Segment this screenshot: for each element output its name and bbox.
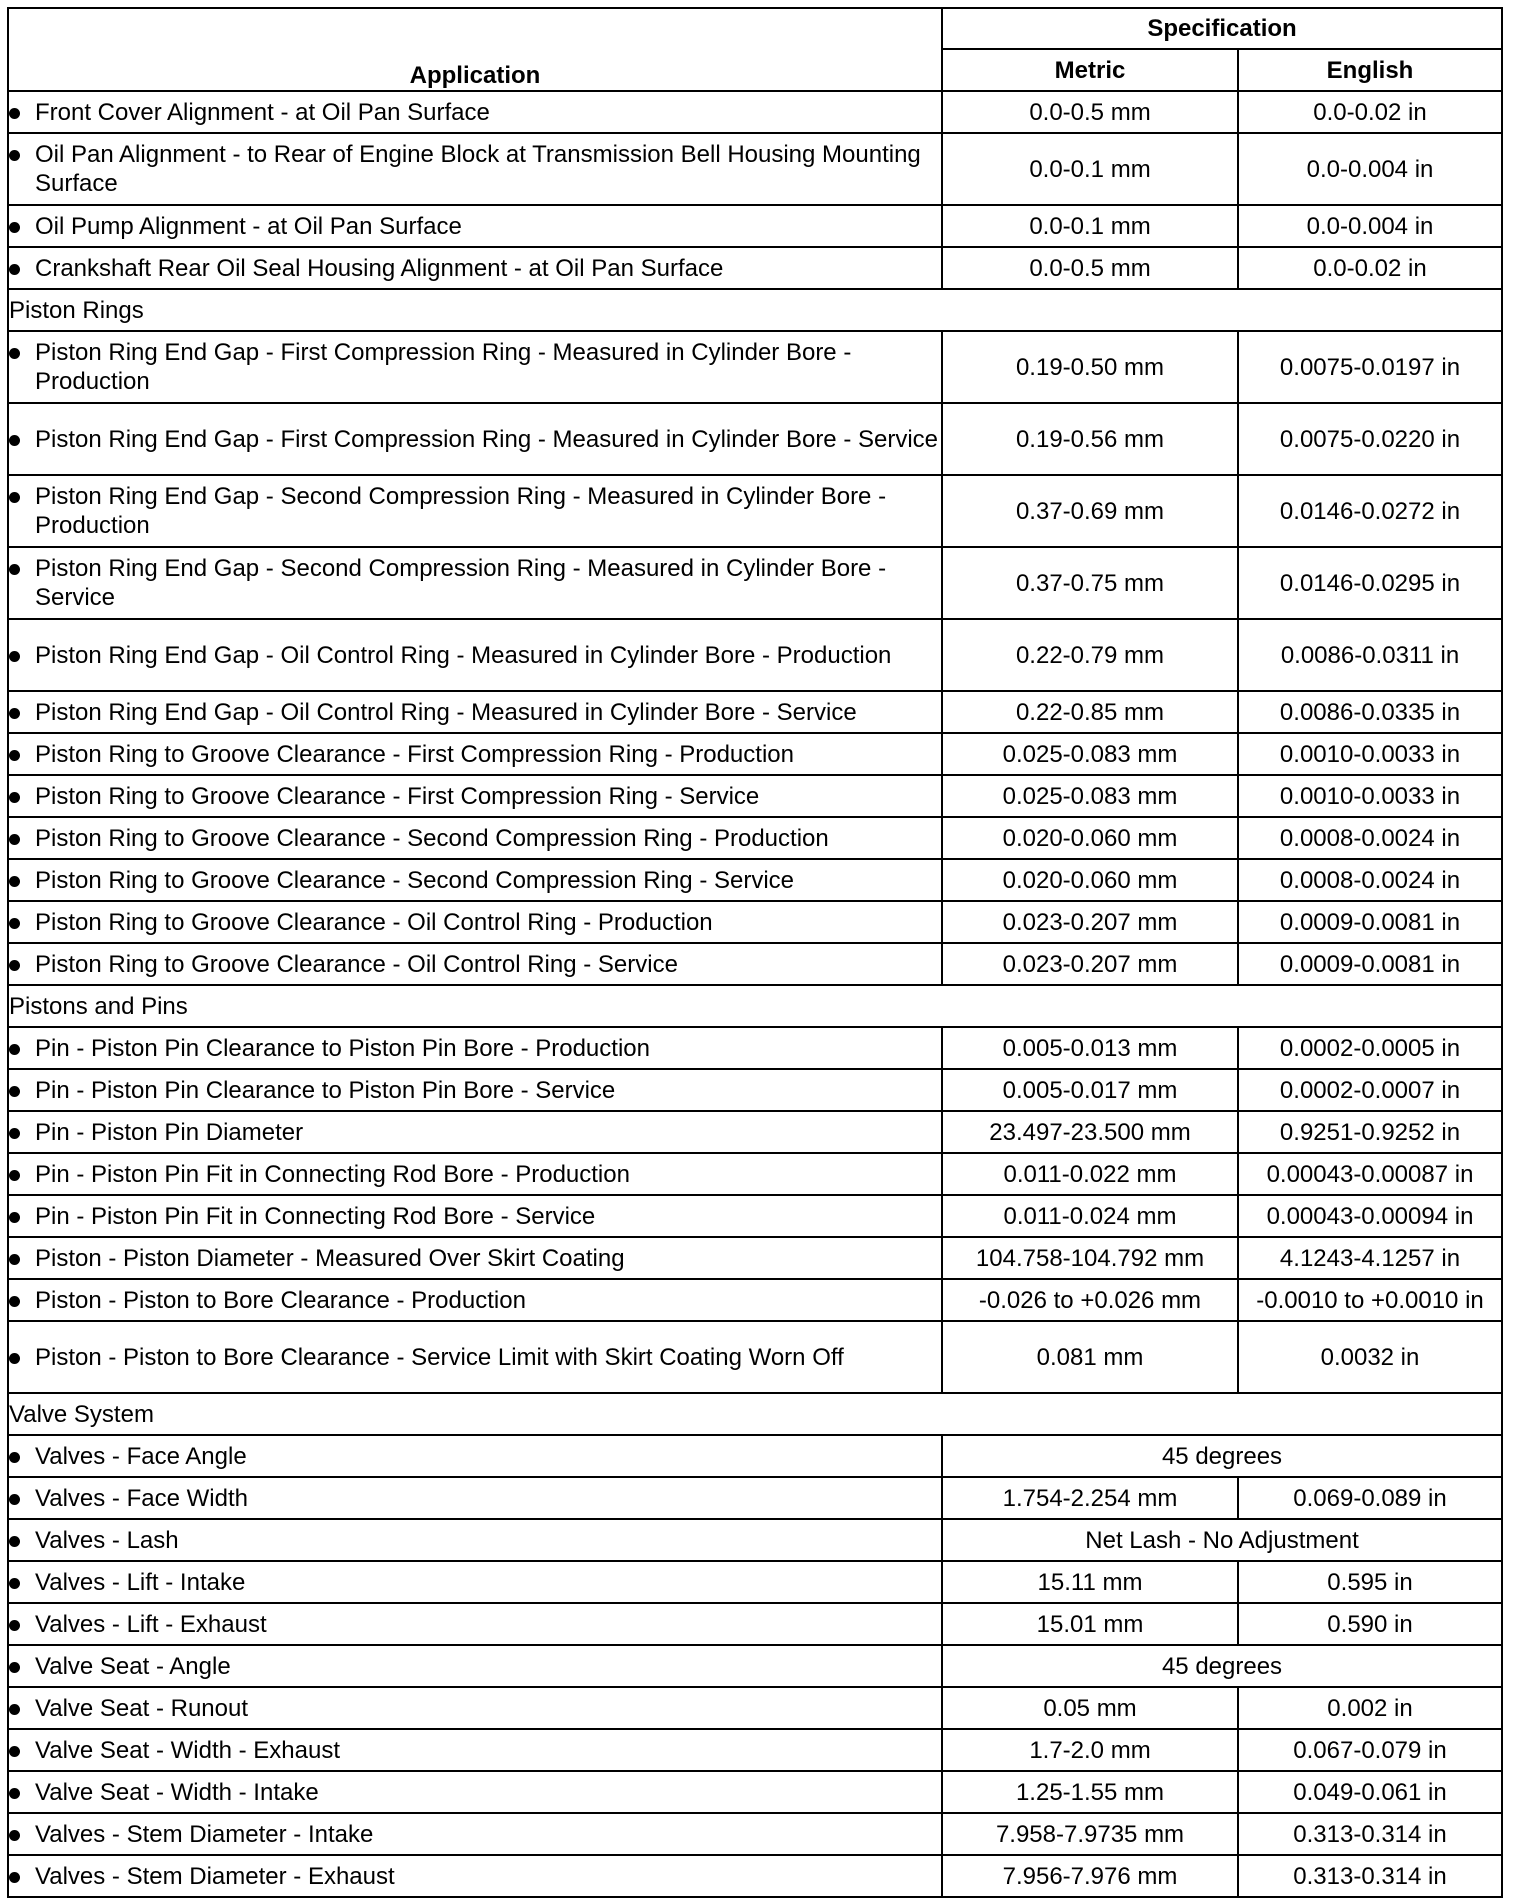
table-row: [8, 205, 1502, 247]
application-cell: [8, 1027, 942, 1069]
english-cell: 0.0008-0.0024 in: [1238, 859, 1502, 901]
metric-cell: 0.025-0.083 mm: [942, 733, 1238, 775]
metric-cell: 0.0-0.5 mm: [942, 247, 1238, 289]
application-text: Oil Pan Alignment - to Rear of Engine Block at Transmission Bell Housing Mounting Surface: [35, 141, 921, 197]
application-text: Piston Ring End Gap - Oil Control Ring - Measured in Cylinder Bore - Production: [35, 641, 892, 669]
metric-cell: 0.05 mm: [942, 1687, 1238, 1729]
bullet-icon: [9, 1662, 20, 1673]
metric-cell: 0.023-0.207 mm: [942, 901, 1238, 943]
english-cell: 0.0086-0.0311 in: [1238, 619, 1502, 691]
bullet-icon: [9, 750, 20, 761]
bullet-icon: [9, 1170, 20, 1181]
application-cell: [8, 733, 942, 775]
bullet-icon: [9, 222, 20, 233]
application-cell: [8, 475, 942, 547]
bullet-icon: [9, 564, 20, 575]
metric-cell: 0.020-0.060 mm: [942, 817, 1238, 859]
application-text: Valves - Face Width: [35, 1484, 248, 1512]
bullet-icon: [9, 1536, 20, 1547]
bullet-icon: [9, 1296, 20, 1307]
section-row: [8, 289, 1502, 331]
application-text: Piston Ring to Groove Clearance - Oil Control Ring - Service: [35, 950, 678, 978]
bullet-icon: [9, 960, 20, 971]
application-cell: [8, 331, 942, 403]
metric-cell: 0.0-0.1 mm: [942, 133, 1238, 205]
bullet-icon: [9, 1788, 20, 1799]
application-cell: [8, 901, 942, 943]
table-row: [8, 775, 1502, 817]
table-row: [8, 1729, 1502, 1771]
english-cell: 0.590 in: [1238, 1603, 1502, 1645]
english-cell: 0.595 in: [1238, 1561, 1502, 1603]
metric-cell: 0.19-0.50 mm: [942, 331, 1238, 403]
english-cell: 0.00043-0.00087 in: [1238, 1153, 1502, 1195]
application-text: Pin - Piston Pin Diameter: [35, 1118, 304, 1146]
application-cell: [8, 1687, 942, 1729]
application-cell: [8, 547, 942, 619]
table-row: [8, 1111, 1502, 1153]
application-cell: [8, 1561, 942, 1603]
metric-cell: 0.22-0.85 mm: [942, 691, 1238, 733]
metric-cell: 0.025-0.083 mm: [942, 775, 1238, 817]
application-text: Piston Ring to Groove Clearance - First Compression Ring - Production: [35, 740, 794, 768]
application-text: Valves - Stem Diameter - Intake: [35, 1820, 374, 1848]
application-cell: [8, 1153, 942, 1195]
application-text: Piston Ring to Groove Clearance - Oil Control Ring - Production: [35, 908, 713, 936]
application-text: Piston Ring End Gap - First Compression Ring - Measured in Cylinder Bore - Service: [35, 425, 939, 453]
application-text: Valve Seat - Width - Intake: [35, 1778, 319, 1806]
combined-spec-cell: 45 degrees: [942, 1645, 1502, 1687]
table-row: [8, 475, 1502, 547]
application-cell: [8, 1855, 942, 1897]
english-cell: 0.0008-0.0024 in: [1238, 817, 1502, 859]
metric-cell: 7.956-7.976 mm: [942, 1855, 1238, 1897]
table-row: [8, 1687, 1502, 1729]
bullet-icon: [9, 1704, 20, 1715]
bullet-icon: [9, 1494, 20, 1505]
section-heading: Piston Rings: [8, 289, 1502, 331]
metric-cell: 0.0-0.5 mm: [942, 91, 1238, 133]
english-cell: 0.0146-0.0295 in: [1238, 547, 1502, 619]
application-text: Piston Ring to Groove Clearance - First Compression Ring - Service: [35, 782, 760, 810]
combined-spec-cell: 45 degrees: [942, 1435, 1502, 1477]
table-row: [8, 1477, 1502, 1519]
application-cell: [8, 1729, 942, 1771]
application-text: Valves - Lift - Intake: [35, 1568, 246, 1596]
application-text: Oil Pump Alignment - at Oil Pan Surface: [35, 212, 462, 240]
application-cell: [8, 1111, 942, 1153]
application-cell: [8, 619, 942, 691]
bullet-icon: [9, 1044, 20, 1055]
english-cell: 0.9251-0.9252 in: [1238, 1111, 1502, 1153]
metric-cell: 104.758-104.792 mm: [942, 1237, 1238, 1279]
bullet-icon: [9, 1578, 20, 1589]
bullet-icon: [9, 1452, 20, 1463]
specification-table: [7, 7, 1503, 1898]
application-text: Piston Ring End Gap - Second Compression Ring - Measured in Cylinder Bore - Production: [35, 483, 887, 539]
english-cell: 0.0010-0.0033 in: [1238, 733, 1502, 775]
table-row: [8, 1069, 1502, 1111]
application-text: Valves - Stem Diameter - Exhaust: [35, 1862, 395, 1890]
application-cell: [8, 943, 942, 985]
application-cell: [8, 1069, 942, 1111]
application-cell: [8, 1645, 942, 1687]
application-cell: [8, 1603, 942, 1645]
table-row: [8, 1321, 1502, 1393]
table-row: [8, 901, 1502, 943]
table-body: [8, 91, 1502, 1897]
metric-cell: 0.37-0.69 mm: [942, 475, 1238, 547]
application-cell: [8, 91, 942, 133]
table-row: [8, 1435, 1502, 1477]
bullet-icon: [9, 1830, 20, 1841]
section-heading: Pistons and Pins: [8, 985, 1502, 1027]
bullet-icon: [9, 348, 20, 359]
application-text: Valve Seat - Runout: [35, 1694, 249, 1722]
metric-cell: 0.37-0.75 mm: [942, 547, 1238, 619]
bullet-icon: [9, 264, 20, 275]
application-text: Piston - Piston Diameter - Measured Over Skirt Coating: [35, 1244, 625, 1272]
english-cell: 0.0-0.02 in: [1238, 247, 1502, 289]
english-cell: 0.0075-0.0220 in: [1238, 403, 1502, 475]
metric-cell: 15.01 mm: [942, 1603, 1238, 1645]
english-cell: 0.067-0.079 in: [1238, 1729, 1502, 1771]
english-cell: 0.00043-0.00094 in: [1238, 1195, 1502, 1237]
table-row: [8, 859, 1502, 901]
english-cell: 0.0-0.004 in: [1238, 205, 1502, 247]
application-cell: [8, 133, 942, 205]
metric-cell: 0.081 mm: [942, 1321, 1238, 1393]
application-text: Crankshaft Rear Oil Seal Housing Alignment - at Oil Pan Surface: [35, 254, 724, 282]
english-cell: 0.0146-0.0272 in: [1238, 475, 1502, 547]
application-text: Piston Ring End Gap - First Compression Ring - Measured in Cylinder Bore - Production: [35, 339, 852, 395]
english-cell: 0.0002-0.0007 in: [1238, 1069, 1502, 1111]
application-cell: [8, 205, 942, 247]
application-cell: [8, 859, 942, 901]
table-row: [8, 1561, 1502, 1603]
application-cell: [8, 775, 942, 817]
english-cell: 0.0010-0.0033 in: [1238, 775, 1502, 817]
bullet-icon: [9, 918, 20, 929]
bullet-icon: [9, 1872, 20, 1883]
application-cell: [8, 403, 942, 475]
table-row: [8, 1279, 1502, 1321]
table-row: [8, 1645, 1502, 1687]
bullet-icon: [9, 1746, 20, 1757]
application-text: Piston - Piston to Bore Clearance - Production: [35, 1286, 526, 1314]
table-row: [8, 1771, 1502, 1813]
metric-cell: 0.005-0.017 mm: [942, 1069, 1238, 1111]
application-cell: [8, 1279, 942, 1321]
table-row: [8, 331, 1502, 403]
application-cell: [8, 1813, 942, 1855]
metric-header: Metric: [942, 49, 1238, 91]
table-row: [8, 547, 1502, 619]
metric-cell: 7.958-7.9735 mm: [942, 1813, 1238, 1855]
table-row: [8, 733, 1502, 775]
table-row: [8, 1813, 1502, 1855]
table-row: [8, 403, 1502, 475]
table-row: [8, 1855, 1502, 1897]
metric-cell: 23.497-23.500 mm: [942, 1111, 1238, 1153]
application-text: Front Cover Alignment - at Oil Pan Surface: [35, 98, 490, 126]
table-row: [8, 1519, 1502, 1561]
table-row: [8, 1153, 1502, 1195]
english-cell: 0.0086-0.0335 in: [1238, 691, 1502, 733]
bullet-icon: [9, 651, 20, 662]
application-text: Valve Seat - Angle: [35, 1652, 231, 1680]
english-cell: 0.0-0.02 in: [1238, 91, 1502, 133]
bullet-icon: [9, 1086, 20, 1097]
english-cell: 0.0075-0.0197 in: [1238, 331, 1502, 403]
application-cell: [8, 1771, 942, 1813]
bullet-icon: [9, 435, 20, 446]
bullet-icon: [9, 792, 20, 803]
application-text: Pin - Piston Pin Fit in Connecting Rod Bore - Service: [35, 1202, 596, 1230]
table-row: [8, 1603, 1502, 1645]
application-cell: [8, 817, 942, 859]
english-cell: 0.069-0.089 in: [1238, 1477, 1502, 1519]
english-cell: 4.1243-4.1257 in: [1238, 1237, 1502, 1279]
application-text: Pin - Piston Pin Clearance to Piston Pin Bore - Service: [35, 1076, 616, 1104]
table-row: [8, 247, 1502, 289]
bullet-icon: [9, 1128, 20, 1139]
application-cell: [8, 691, 942, 733]
combined-spec-cell: Net Lash - No Adjustment: [942, 1519, 1502, 1561]
bullet-icon: [9, 1620, 20, 1631]
table-row: [8, 1237, 1502, 1279]
bullet-icon: [9, 150, 20, 161]
application-cell: [8, 1477, 942, 1519]
application-cell: [8, 1435, 942, 1477]
table-row: [8, 619, 1502, 691]
english-cell: 0.0-0.004 in: [1238, 133, 1502, 205]
english-header: English: [1238, 49, 1502, 91]
application-cell: [8, 1519, 942, 1561]
table-row: [8, 91, 1502, 133]
bullet-icon: [9, 1254, 20, 1265]
bullet-icon: [9, 492, 20, 503]
bullet-icon: [9, 876, 20, 887]
metric-cell: 0.005-0.013 mm: [942, 1027, 1238, 1069]
section-row: [8, 1393, 1502, 1435]
table-row: [8, 133, 1502, 205]
application-text: Piston Ring End Gap - Oil Control Ring - Measured in Cylinder Bore - Service: [35, 698, 857, 726]
metric-cell: 0.020-0.060 mm: [942, 859, 1238, 901]
application-text: Valves - Face Angle: [35, 1442, 247, 1470]
application-text: Piston Ring End Gap - Second Compression Ring - Measured in Cylinder Bore - Service: [35, 555, 887, 611]
metric-cell: 0.011-0.024 mm: [942, 1195, 1238, 1237]
metric-cell: 15.11 mm: [942, 1561, 1238, 1603]
application-text: Pin - Piston Pin Fit in Connecting Rod Bore - Production: [35, 1160, 630, 1188]
application-text: Valve Seat - Width - Exhaust: [35, 1736, 341, 1764]
english-cell: 0.313-0.314 in: [1238, 1813, 1502, 1855]
section-row: [8, 985, 1502, 1027]
application-header: Application: [8, 8, 942, 91]
application-text: Pin - Piston Pin Clearance to Piston Pin Bore - Production: [35, 1034, 650, 1062]
application-cell: [8, 1237, 942, 1279]
english-cell: 0.0009-0.0081 in: [1238, 943, 1502, 985]
table-row: [8, 817, 1502, 859]
metric-cell: 0.19-0.56 mm: [942, 403, 1238, 475]
metric-cell: 0.011-0.022 mm: [942, 1153, 1238, 1195]
bullet-icon: [9, 108, 20, 119]
metric-cell: -0.026 to +0.026 mm: [942, 1279, 1238, 1321]
application-text: Piston Ring to Groove Clearance - Second Compression Ring - Service: [35, 866, 795, 894]
metric-cell: 1.754-2.254 mm: [942, 1477, 1238, 1519]
bullet-icon: [9, 1353, 20, 1364]
metric-cell: 1.7-2.0 mm: [942, 1729, 1238, 1771]
table-row: [8, 1027, 1502, 1069]
metric-cell: 0.0-0.1 mm: [942, 205, 1238, 247]
table-row: [8, 691, 1502, 733]
english-cell: 0.002 in: [1238, 1687, 1502, 1729]
english-cell: 0.0032 in: [1238, 1321, 1502, 1393]
section-heading: Valve System: [8, 1393, 1502, 1435]
application-cell: [8, 247, 942, 289]
english-cell: 0.0002-0.0005 in: [1238, 1027, 1502, 1069]
specification-header: Specification: [942, 8, 1502, 49]
application-text: Piston Ring to Groove Clearance - Second Compression Ring - Production: [35, 824, 829, 852]
bullet-icon: [9, 1212, 20, 1223]
table-row: [8, 943, 1502, 985]
application-text: Piston - Piston to Bore Clearance - Service Limit with Skirt Coating Worn Off: [35, 1343, 844, 1371]
application-text: Valves - Lash: [35, 1526, 179, 1554]
english-cell: 0.0009-0.0081 in: [1238, 901, 1502, 943]
metric-cell: 0.22-0.79 mm: [942, 619, 1238, 691]
metric-cell: 0.023-0.207 mm: [942, 943, 1238, 985]
english-cell: 0.313-0.314 in: [1238, 1855, 1502, 1897]
application-cell: [8, 1321, 942, 1393]
application-text: Valves - Lift - Exhaust: [35, 1610, 267, 1638]
application-cell: [8, 1195, 942, 1237]
bullet-icon: [9, 708, 20, 719]
metric-cell: 1.25-1.55 mm: [942, 1771, 1238, 1813]
table-row: [8, 1195, 1502, 1237]
english-cell: 0.049-0.061 in: [1238, 1771, 1502, 1813]
english-cell: -0.0010 to +0.0010 in: [1238, 1279, 1502, 1321]
bullet-icon: [9, 834, 20, 845]
